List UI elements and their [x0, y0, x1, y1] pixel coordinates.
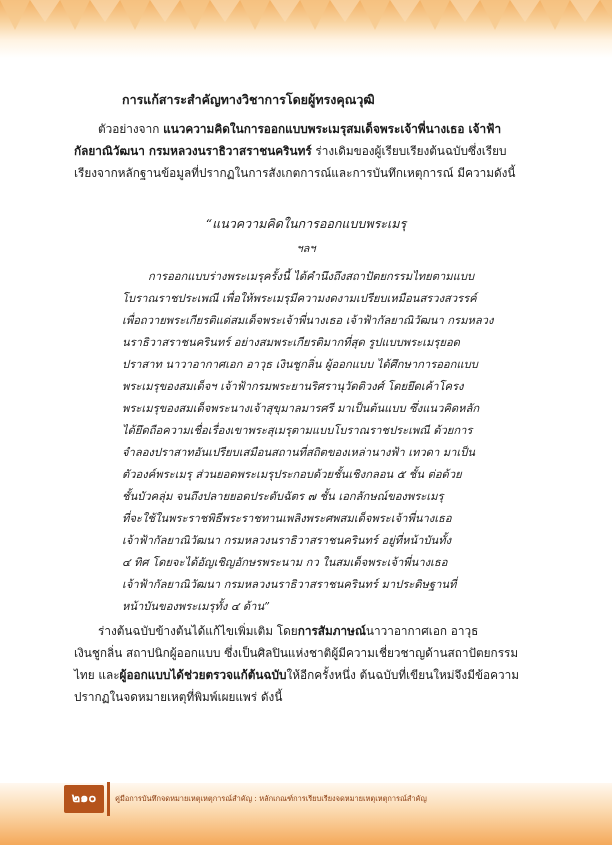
closing-line-2: เงินชูกลิ่น สถาปนิกผู้ออกแบบ ซึ่งเป็นศิลปินแห่งชาติผู้มีความเชี่ยวชาญด้านสถาปัตยกรรม	[74, 646, 519, 660]
quote-line: หน้าบันของพระเมรุทั้ง ๔ ด้าน”	[122, 600, 270, 613]
quote-line: ปราสาท นาวาอากาศเอก อาวุธ เงินชูกลิ่น ผู้ออกแบบ ได้ศึกษาการออกแบบ	[122, 358, 478, 371]
quote-line: จำลองปราสาทอันเปรียบเสมือนสถานที่สถิตของเหล่านางฟ้า เทวดา มาเป็น	[122, 446, 476, 459]
closing-line-4: ปรากฏในจดหมายเหตุที่พิมพ์เผยแพร่ ดังนี้	[74, 690, 283, 704]
intro-line-3: เรียงจากหลักฐานข้อมูลที่ปรากฏในการสังเกตการณ์และการบันทึกเหตุการณ์ มีความดังนี้	[74, 166, 516, 180]
intro-paragraph	[74, 118, 516, 184]
closing-line-1: ร่างต้นฉบับข้างต้นได้แก้ไขเพิ่มเติม โดยการสัมภาษณ์นาวาอากาศเอก อาวุธ	[98, 624, 479, 638]
quote-line: ตัวองค์พระเมรุ ส่วนยอดพระเมรุประกอบด้วยชั้นเชิงกลอน ๕ ชั้น ต่อด้วย	[122, 468, 462, 481]
quoted-passage	[122, 266, 502, 618]
banner-fade	[0, 40, 612, 58]
quote-line: ๔ ทิศ โดยจะได้อัญเชิญอักษรพระนาม กว ในสมเด็จพระเจ้าพี่นางเธอ	[122, 556, 448, 569]
top-decorative-banner	[0, 0, 612, 40]
section-heading: การแก้สาระสำคัญทางวิชาการโดยผู้ทรงคุณวุฒิ	[122, 92, 375, 107]
quote-line: เจ้าฟ้ากัลยาณิวัฒนา กรมหลวงนราธิวาสราชนครินทร์ มาประดิษฐานที่	[122, 578, 457, 591]
quote-line: พระเมรุของสมเด็จพระนางเจ้าสุขุมาลมารศรี มาเป็นต้นแบบ ซึ่งแนวคิดหลัก	[122, 402, 480, 415]
footer-divider	[107, 782, 110, 816]
footer-running-title: คู่มือการบันทึกจดหมายเหตุเหตุการณ์สำคัญ : หลักเกณฑ์การเรียบเรียงจดหมายเหตุเหตุการณ์สำคัญ	[115, 794, 427, 803]
quote-line: ที่จะใช้ในพระราชพิธีพระราชทานเพลิงพระศพสมเด็จพระเจ้าพี่นางเธอ	[122, 512, 452, 525]
quote-line: พระเมรุของสมเด็จฯ เจ้าฟ้ากรมพระยานริศรานุวัดติวงศ์ โดยยึดเค้าโครง	[122, 380, 464, 393]
intro-line-1: ตัวอย่างจาก แนวความคิดในการออกแบบพระเมรุสมเด็จพระเจ้าพี่นางเธอ เจ้าฟ้า	[98, 122, 502, 136]
intro-line-2: กัลยาณิวัฒนา กรมหลวงนราธิวาสราชนครินทร์ ร่างเดิมของผู้เรียบเรียงต้นฉบับซึ่งเรียบ	[74, 144, 507, 158]
quote-ellipsis: ฯลฯ	[296, 242, 316, 255]
quote-line: การออกแบบร่างพระเมรุครั้งนี้ ได้คำนึงถึงสถาปัตยกรรมไทยตามแบบ	[148, 270, 475, 283]
banner-pattern-icon	[0, 0, 612, 40]
quote-line: เจ้าฟ้ากัลยาณิวัฒนา กรมหลวงนราธิวาสราชนครินทร์ อยู่ที่หน้าบันทั้ง	[122, 534, 452, 547]
quote-line: โบราณราชประเพณี เพื่อให้พระเมรุมีความงดงามเปรียบเหมือนสรวงสวรรค์	[122, 292, 477, 305]
closing-line-3: ไทย และผู้ออกแบบได้ช่วยตรวจแก้ต้นฉบับให้อีกครั้งหนึ่ง ต้นฉบับที่เขียนใหม่จึงมีข้อความ	[74, 668, 520, 682]
quote-title: “แนวความคิดในการออกแบบพระเมรุ	[205, 216, 407, 231]
page-number: ๒๑๐	[64, 785, 104, 813]
quote-line: ชั้นบัวคลุ่ม จนถึงปลายยอดประดับฉัตร ๗ ชั้น เอกลักษณ์ของพระเมรุ	[122, 490, 444, 503]
closing-paragraph	[74, 620, 520, 708]
quote-line: เพื่อถวายพระเกียรติแด่สมเด็จพระเจ้าพี่นางเธอ เจ้าฟ้ากัลยาณิวัฒนา กรมหลวง	[122, 314, 494, 327]
quote-line: ได้ยึดถือความเชื่อเรื่องเขาพระสุเมรุตามแบบโบราณราชประเพณี ด้วยการ	[122, 424, 473, 437]
quote-line: นราธิวาสราชนครินทร์ อย่างสมพระเกียรติมากที่สุด รูปแบบพระเมรุยอด	[122, 336, 460, 349]
